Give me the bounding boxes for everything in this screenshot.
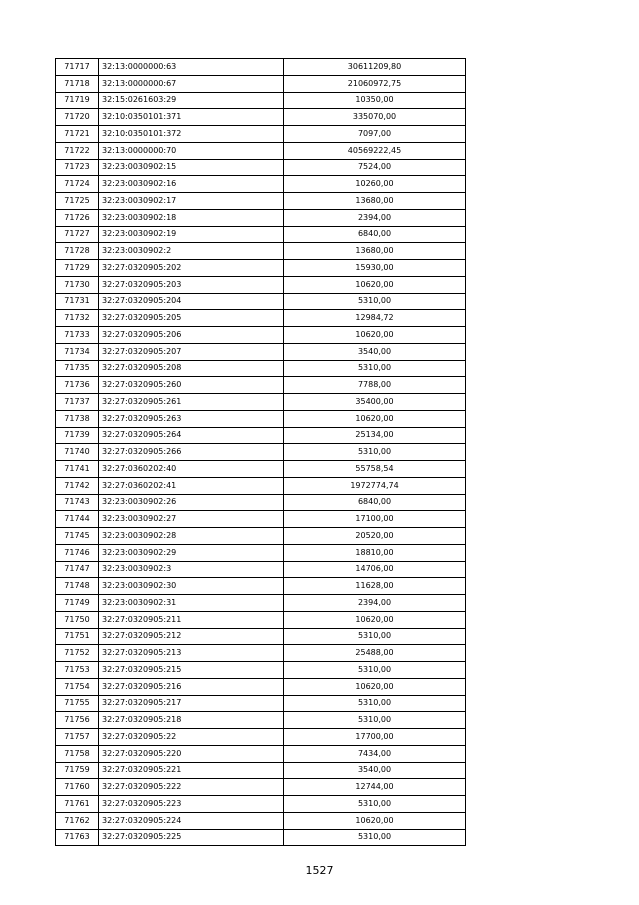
- cadastral-number-cell: 32:27:0320905:218: [99, 712, 284, 729]
- row-id-cell: 71753: [56, 662, 99, 679]
- row-id-cell: 71745: [56, 528, 99, 545]
- row-id-cell: 71747: [56, 561, 99, 578]
- cadastral-number-cell: 32:27:0320905:263: [99, 410, 284, 427]
- table-row: [56, 779, 466, 796]
- row-id-cell: 71743: [56, 494, 99, 511]
- cadastral-number-cell: 32:23:0030902:18: [99, 209, 284, 226]
- row-id-cell: 71723: [56, 159, 99, 176]
- row-id-cell: 71739: [56, 427, 99, 444]
- cadastral-number-cell: 32:10:0350101:372: [99, 126, 284, 143]
- row-id-cell: 71737: [56, 394, 99, 411]
- table-row: [56, 193, 466, 210]
- row-id-cell: 71757: [56, 729, 99, 746]
- table-row: [56, 343, 466, 360]
- table-row: [56, 126, 466, 143]
- value-cell: 1972774,74: [284, 477, 466, 494]
- value-cell: 3540,00: [284, 343, 466, 360]
- value-cell: 17700,00: [284, 729, 466, 746]
- table-row: [56, 561, 466, 578]
- table-row: [56, 829, 466, 846]
- table-row: [56, 260, 466, 277]
- value-cell: 5310,00: [284, 695, 466, 712]
- value-cell: 25488,00: [284, 645, 466, 662]
- cadastral-number-cell: 32:27:0320905:206: [99, 327, 284, 344]
- value-cell: 2394,00: [284, 209, 466, 226]
- cadastral-number-cell: 32:27:0320905:212: [99, 628, 284, 645]
- value-cell: 12984,72: [284, 310, 466, 327]
- cadastral-number-cell: 32:27:0320905:213: [99, 645, 284, 662]
- value-cell: 35400,00: [284, 394, 466, 411]
- cadastral-number-cell: 32:23:0030902:2: [99, 243, 284, 260]
- row-id-cell: 71736: [56, 377, 99, 394]
- value-cell: 13680,00: [284, 243, 466, 260]
- cadastral-number-cell: 32:27:0320905:222: [99, 779, 284, 796]
- row-id-cell: 71761: [56, 796, 99, 813]
- cadastral-number-cell: 32:27:0320905:211: [99, 611, 284, 628]
- cadastral-number-cell: 32:27:0320905:224: [99, 812, 284, 829]
- table-row: [56, 578, 466, 595]
- cadastral-number-cell: 32:27:0320905:202: [99, 260, 284, 277]
- table-row: [56, 276, 466, 293]
- cadastral-number-cell: 32:23:0030902:16: [99, 176, 284, 193]
- table-row: [56, 159, 466, 176]
- row-id-cell: 71749: [56, 595, 99, 612]
- value-cell: 21060972,75: [284, 75, 466, 92]
- value-cell: 5310,00: [284, 712, 466, 729]
- value-cell: 5310,00: [284, 360, 466, 377]
- table-row: [56, 796, 466, 813]
- row-id-cell: 71752: [56, 645, 99, 662]
- table-row: [56, 327, 466, 344]
- cadastral-number-cell: 32:27:0320905:221: [99, 762, 284, 779]
- row-id-cell: 71759: [56, 762, 99, 779]
- row-id-cell: 71742: [56, 477, 99, 494]
- value-cell: 10350,00: [284, 92, 466, 109]
- cadastral-number-cell: 32:27:0360202:41: [99, 477, 284, 494]
- table-row: [56, 410, 466, 427]
- value-cell: 5310,00: [284, 628, 466, 645]
- value-cell: 3540,00: [284, 762, 466, 779]
- table-row: [56, 528, 466, 545]
- row-id-cell: 71727: [56, 226, 99, 243]
- cadastral-number-cell: 32:27:0320905:215: [99, 662, 284, 679]
- page-number: 1527: [305, 864, 334, 877]
- value-cell: 2394,00: [284, 595, 466, 612]
- cadastral-number-cell: 32:27:0320905:22: [99, 729, 284, 746]
- value-cell: 10620,00: [284, 611, 466, 628]
- cadastral-number-cell: 32:23:0030902:17: [99, 193, 284, 210]
- row-id-cell: 71762: [56, 812, 99, 829]
- table-row: [56, 695, 466, 712]
- cadastral-number-cell: 32:13:0000000:67: [99, 75, 284, 92]
- row-id-cell: 71730: [56, 276, 99, 293]
- value-cell: 30611209,80: [284, 59, 466, 76]
- table-row: [56, 461, 466, 478]
- value-cell: 5310,00: [284, 444, 466, 461]
- table-row: [56, 377, 466, 394]
- row-id-cell: 71748: [56, 578, 99, 595]
- value-cell: 5310,00: [284, 293, 466, 310]
- row-id-cell: 71721: [56, 126, 99, 143]
- row-id-cell: 71750: [56, 611, 99, 628]
- row-id-cell: 71740: [56, 444, 99, 461]
- table-row: [56, 360, 466, 377]
- value-cell: 335070,00: [284, 109, 466, 126]
- table-row: [56, 310, 466, 327]
- cadastral-number-cell: 32:13:0000000:63: [99, 59, 284, 76]
- row-id-cell: 71744: [56, 511, 99, 528]
- cadastral-number-cell: 32:27:0320905:264: [99, 427, 284, 444]
- table-row: [56, 59, 466, 76]
- table-row: [56, 477, 466, 494]
- cadastral-number-cell: 32:23:0030902:15: [99, 159, 284, 176]
- row-id-cell: 71741: [56, 461, 99, 478]
- value-cell: 15930,00: [284, 260, 466, 277]
- value-cell: 40569222,45: [284, 142, 466, 159]
- row-id-cell: 71725: [56, 193, 99, 210]
- row-id-cell: 71760: [56, 779, 99, 796]
- cadastral-number-cell: 32:23:0030902:29: [99, 544, 284, 561]
- cadastral-number-cell: 32:13:0000000:70: [99, 142, 284, 159]
- cadastral-number-cell: 32:23:0030902:30: [99, 578, 284, 595]
- value-cell: 25134,00: [284, 427, 466, 444]
- value-cell: 13680,00: [284, 193, 466, 210]
- table-row: [56, 92, 466, 109]
- row-id-cell: 71735: [56, 360, 99, 377]
- cadastral-number-cell: 32:23:0030902:3: [99, 561, 284, 578]
- table-row: [56, 226, 466, 243]
- table-row: [56, 75, 466, 92]
- row-id-cell: 71754: [56, 678, 99, 695]
- table-row: [56, 293, 466, 310]
- cadastral-number-cell: 32:23:0030902:26: [99, 494, 284, 511]
- row-id-cell: 71763: [56, 829, 99, 846]
- value-cell: 5310,00: [284, 662, 466, 679]
- value-cell: 10620,00: [284, 678, 466, 695]
- value-cell: 7097,00: [284, 126, 466, 143]
- value-cell: 18810,00: [284, 544, 466, 561]
- cadastral-number-cell: 32:23:0030902:27: [99, 511, 284, 528]
- cadastral-number-cell: 32:27:0320905:260: [99, 377, 284, 394]
- value-cell: 10620,00: [284, 812, 466, 829]
- table-row: [56, 142, 466, 159]
- row-id-cell: 71751: [56, 628, 99, 645]
- row-id-cell: 71717: [56, 59, 99, 76]
- row-id-cell: 71756: [56, 712, 99, 729]
- table-row: [56, 762, 466, 779]
- table-row: [56, 427, 466, 444]
- table-row: [56, 729, 466, 746]
- table-row: [56, 628, 466, 645]
- value-cell: 55758,54: [284, 461, 466, 478]
- cadastral-number-cell: 32:27:0320905:204: [99, 293, 284, 310]
- cadastral-number-cell: 32:27:0320905:261: [99, 394, 284, 411]
- row-id-cell: 71726: [56, 209, 99, 226]
- table-row: [56, 394, 466, 411]
- table-row: [56, 511, 466, 528]
- table-row: [56, 544, 466, 561]
- value-cell: 5310,00: [284, 829, 466, 846]
- table-row: [56, 812, 466, 829]
- row-id-cell: 71728: [56, 243, 99, 260]
- value-cell: 7788,00: [284, 377, 466, 394]
- row-id-cell: 71718: [56, 75, 99, 92]
- row-id-cell: 71729: [56, 260, 99, 277]
- row-id-cell: 71720: [56, 109, 99, 126]
- table-row: [56, 243, 466, 260]
- table-row: [56, 109, 466, 126]
- cadastral-number-cell: 32:27:0320905:217: [99, 695, 284, 712]
- value-cell: 20520,00: [284, 528, 466, 545]
- row-id-cell: 71746: [56, 544, 99, 561]
- row-id-cell: 71719: [56, 92, 99, 109]
- value-cell: 12744,00: [284, 779, 466, 796]
- row-id-cell: 71731: [56, 293, 99, 310]
- value-cell: 10620,00: [284, 327, 466, 344]
- table-row: [56, 712, 466, 729]
- table-body: [56, 59, 466, 846]
- value-cell: 10620,00: [284, 410, 466, 427]
- cadastral-number-cell: 32:15:0261603:29: [99, 92, 284, 109]
- row-id-cell: 71724: [56, 176, 99, 193]
- cadastral-number-cell: 32:27:0320905:216: [99, 678, 284, 695]
- cadastral-number-cell: 32:27:0320905:220: [99, 745, 284, 762]
- row-id-cell: 71758: [56, 745, 99, 762]
- cadastral-number-cell: 32:10:0350101:371: [99, 109, 284, 126]
- row-id-cell: 71738: [56, 410, 99, 427]
- cadastral-number-cell: 32:23:0030902:31: [99, 595, 284, 612]
- value-cell: 14706,00: [284, 561, 466, 578]
- table-row: [56, 745, 466, 762]
- table-row: [56, 595, 466, 612]
- table-row: [56, 662, 466, 679]
- value-cell: 17100,00: [284, 511, 466, 528]
- cadastral-number-cell: 32:27:0320905:266: [99, 444, 284, 461]
- row-id-cell: 71722: [56, 142, 99, 159]
- table-row: [56, 611, 466, 628]
- value-cell: 10620,00: [284, 276, 466, 293]
- cadastral-number-cell: 32:27:0320905:225: [99, 829, 284, 846]
- row-id-cell: 71733: [56, 327, 99, 344]
- cadastral-number-cell: 32:27:0320905:208: [99, 360, 284, 377]
- cadastral-number-cell: 32:27:0360202:40: [99, 461, 284, 478]
- table-row: [56, 678, 466, 695]
- value-cell: 11628,00: [284, 578, 466, 595]
- value-cell: 10260,00: [284, 176, 466, 193]
- table-row: [56, 209, 466, 226]
- cadastral-number-cell: 32:23:0030902:19: [99, 226, 284, 243]
- cadastral-number-cell: 32:27:0320905:203: [99, 276, 284, 293]
- row-id-cell: 71755: [56, 695, 99, 712]
- cadastral-number-cell: 32:27:0320905:223: [99, 796, 284, 813]
- table-row: [56, 645, 466, 662]
- cadastral-number-cell: 32:27:0320905:205: [99, 310, 284, 327]
- registry-table: [55, 58, 466, 846]
- table-row: [56, 444, 466, 461]
- value-cell: 6840,00: [284, 494, 466, 511]
- cadastral-number-cell: 32:23:0030902:28: [99, 528, 284, 545]
- row-id-cell: 71734: [56, 343, 99, 360]
- value-cell: 5310,00: [284, 796, 466, 813]
- row-id-cell: 71732: [56, 310, 99, 327]
- value-cell: 7524,00: [284, 159, 466, 176]
- value-cell: 7434,00: [284, 745, 466, 762]
- cadastral-number-cell: 32:27:0320905:207: [99, 343, 284, 360]
- table-row: [56, 176, 466, 193]
- table-row: [56, 494, 466, 511]
- value-cell: 6840,00: [284, 226, 466, 243]
